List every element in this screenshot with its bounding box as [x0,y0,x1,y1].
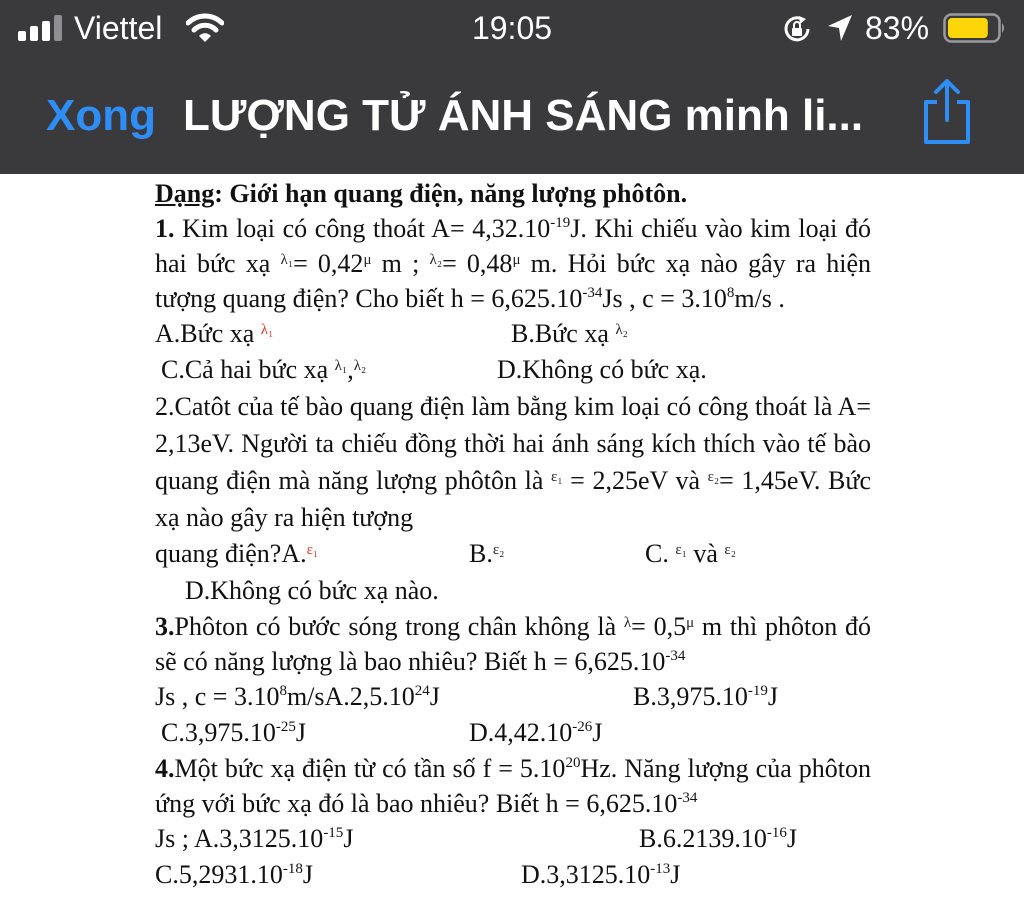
option-b: $B.6.2139.10^{-16}J$ [639,824,797,853]
status-bar [0,0,1024,56]
option-a: quang điện?A.$^{\varepsilon_1}$ [155,539,319,568]
option-c: $C.3,975.10^{-25}J$ [161,718,306,747]
option-c: C.Cả hai bức xạ $^{\lambda_1}$,$^{\lambda_2}$ [161,355,367,384]
section-heading: Dạng: Giới hạn quang điện, năng lượng phôtôn. [155,179,688,208]
micro-symbol: μ [512,252,521,268]
option-d: D.Không có bức xạ nào. [185,576,439,605]
question-4-options-row-2 [155,857,871,893]
battery-icon [943,12,1007,44]
share-icon[interactable] [918,78,976,146]
question-1-options-row-2 [155,352,871,388]
question-3: 3.Phôton có bước sóng trong chân không là $^\lambda= 0,5^\mu$ m thì phôton đó sẽ có năng lượng là bao nhiêu? Biết $h = 6,625.10^{-34}$ [155,612,871,676]
question-1: 1. Kim loại có công thoát $A= 4,32.10^{-19}J$. Khi chiếu vào kim loại đó hai bức xạ $^{\lambda_1}= 0,42^\mu$ m ; $^{\lambda_2}= 0,48^\mu$ m. Hỏi bức xạ nào gây ra hiện tượng quang điện? Cho biết $h = 6,625.10^{-34}Js$ , $c = 3.10^8m/s$ . [155,214,872,313]
question-2-options-row-1 [155,536,871,573]
option-b: $B.3,975.10^{-19}J$ [633,682,778,711]
micro-symbol: μ [363,252,372,268]
wifi-icon [186,12,224,44]
question-2: 2.Catôt của tế bào quang điện làm bằng kim loại có công thoát là A= 2,13eV. Người ta chiếu đồng thời hai ánh sáng kích thích vào tế bào quang điện mà năng lượng phôtôn là $^{\varepsilon_1}$ = 2,25eV và $^{\varepsilon_2}$= 1,45eV. Bức xạ nào gây ra hiện tượng [155,392,871,532]
clock-time: 19:05 [471,10,553,46]
carrier-name: Viettel [74,10,163,46]
option-b: B.Bức xạ $^{\lambda_2}$ [511,319,628,348]
option-a: A.Bức xạ $^{\lambda_1}$ [155,319,274,348]
question-4: 4.Một bức xạ điện từ có tần số $f = 5.10^{20}Hz$. Năng lượng của phôton ứng với bức xạ đó là bao nhiêu? Biết $h = 6,625.10^{-34}$ [155,754,871,818]
question-2-options-row-2 [155,573,871,609]
location-icon [826,13,854,43]
option-c: $C.5,2931.10^{-18}J$ [155,860,313,889]
option-b: B.$^{\varepsilon_2}$ [469,539,505,568]
question-1-options-row-1 [155,316,871,352]
option-d: $D.3,3125.10^{-13}J$ [521,860,681,889]
lambda-2-symbol: λ₂ [429,252,443,268]
option-a: Js , $c = 3.10^8m/sA.2,5.10^{24}J$ [155,682,440,711]
option-d: D.Không có bức xạ. [497,355,707,384]
battery-percent: 83% [865,10,930,46]
document-page [155,176,871,893]
document-title: LƯỢNG TỬ ÁNH SÁNG minh li... [183,91,864,140]
option-a: Js ; $A.3,3125.10^{-15}J$ [155,824,354,853]
navigation-bar [0,56,1024,174]
signal-icon [18,15,64,41]
done-button[interactable]: Xong [46,91,156,140]
question-3-options-row-1 [155,679,871,715]
option-c: C. $^{\varepsilon_1}$ và $^{\varepsilon_2}$ [645,539,736,568]
question-3-options-row-2 [155,715,871,751]
option-d: $D.4,42.10^{-26}J$ [469,718,603,747]
orientation-lock-icon [782,14,812,44]
question-4-options-row-1 [155,821,871,857]
lambda-1-symbol: λ₁ [280,252,294,268]
